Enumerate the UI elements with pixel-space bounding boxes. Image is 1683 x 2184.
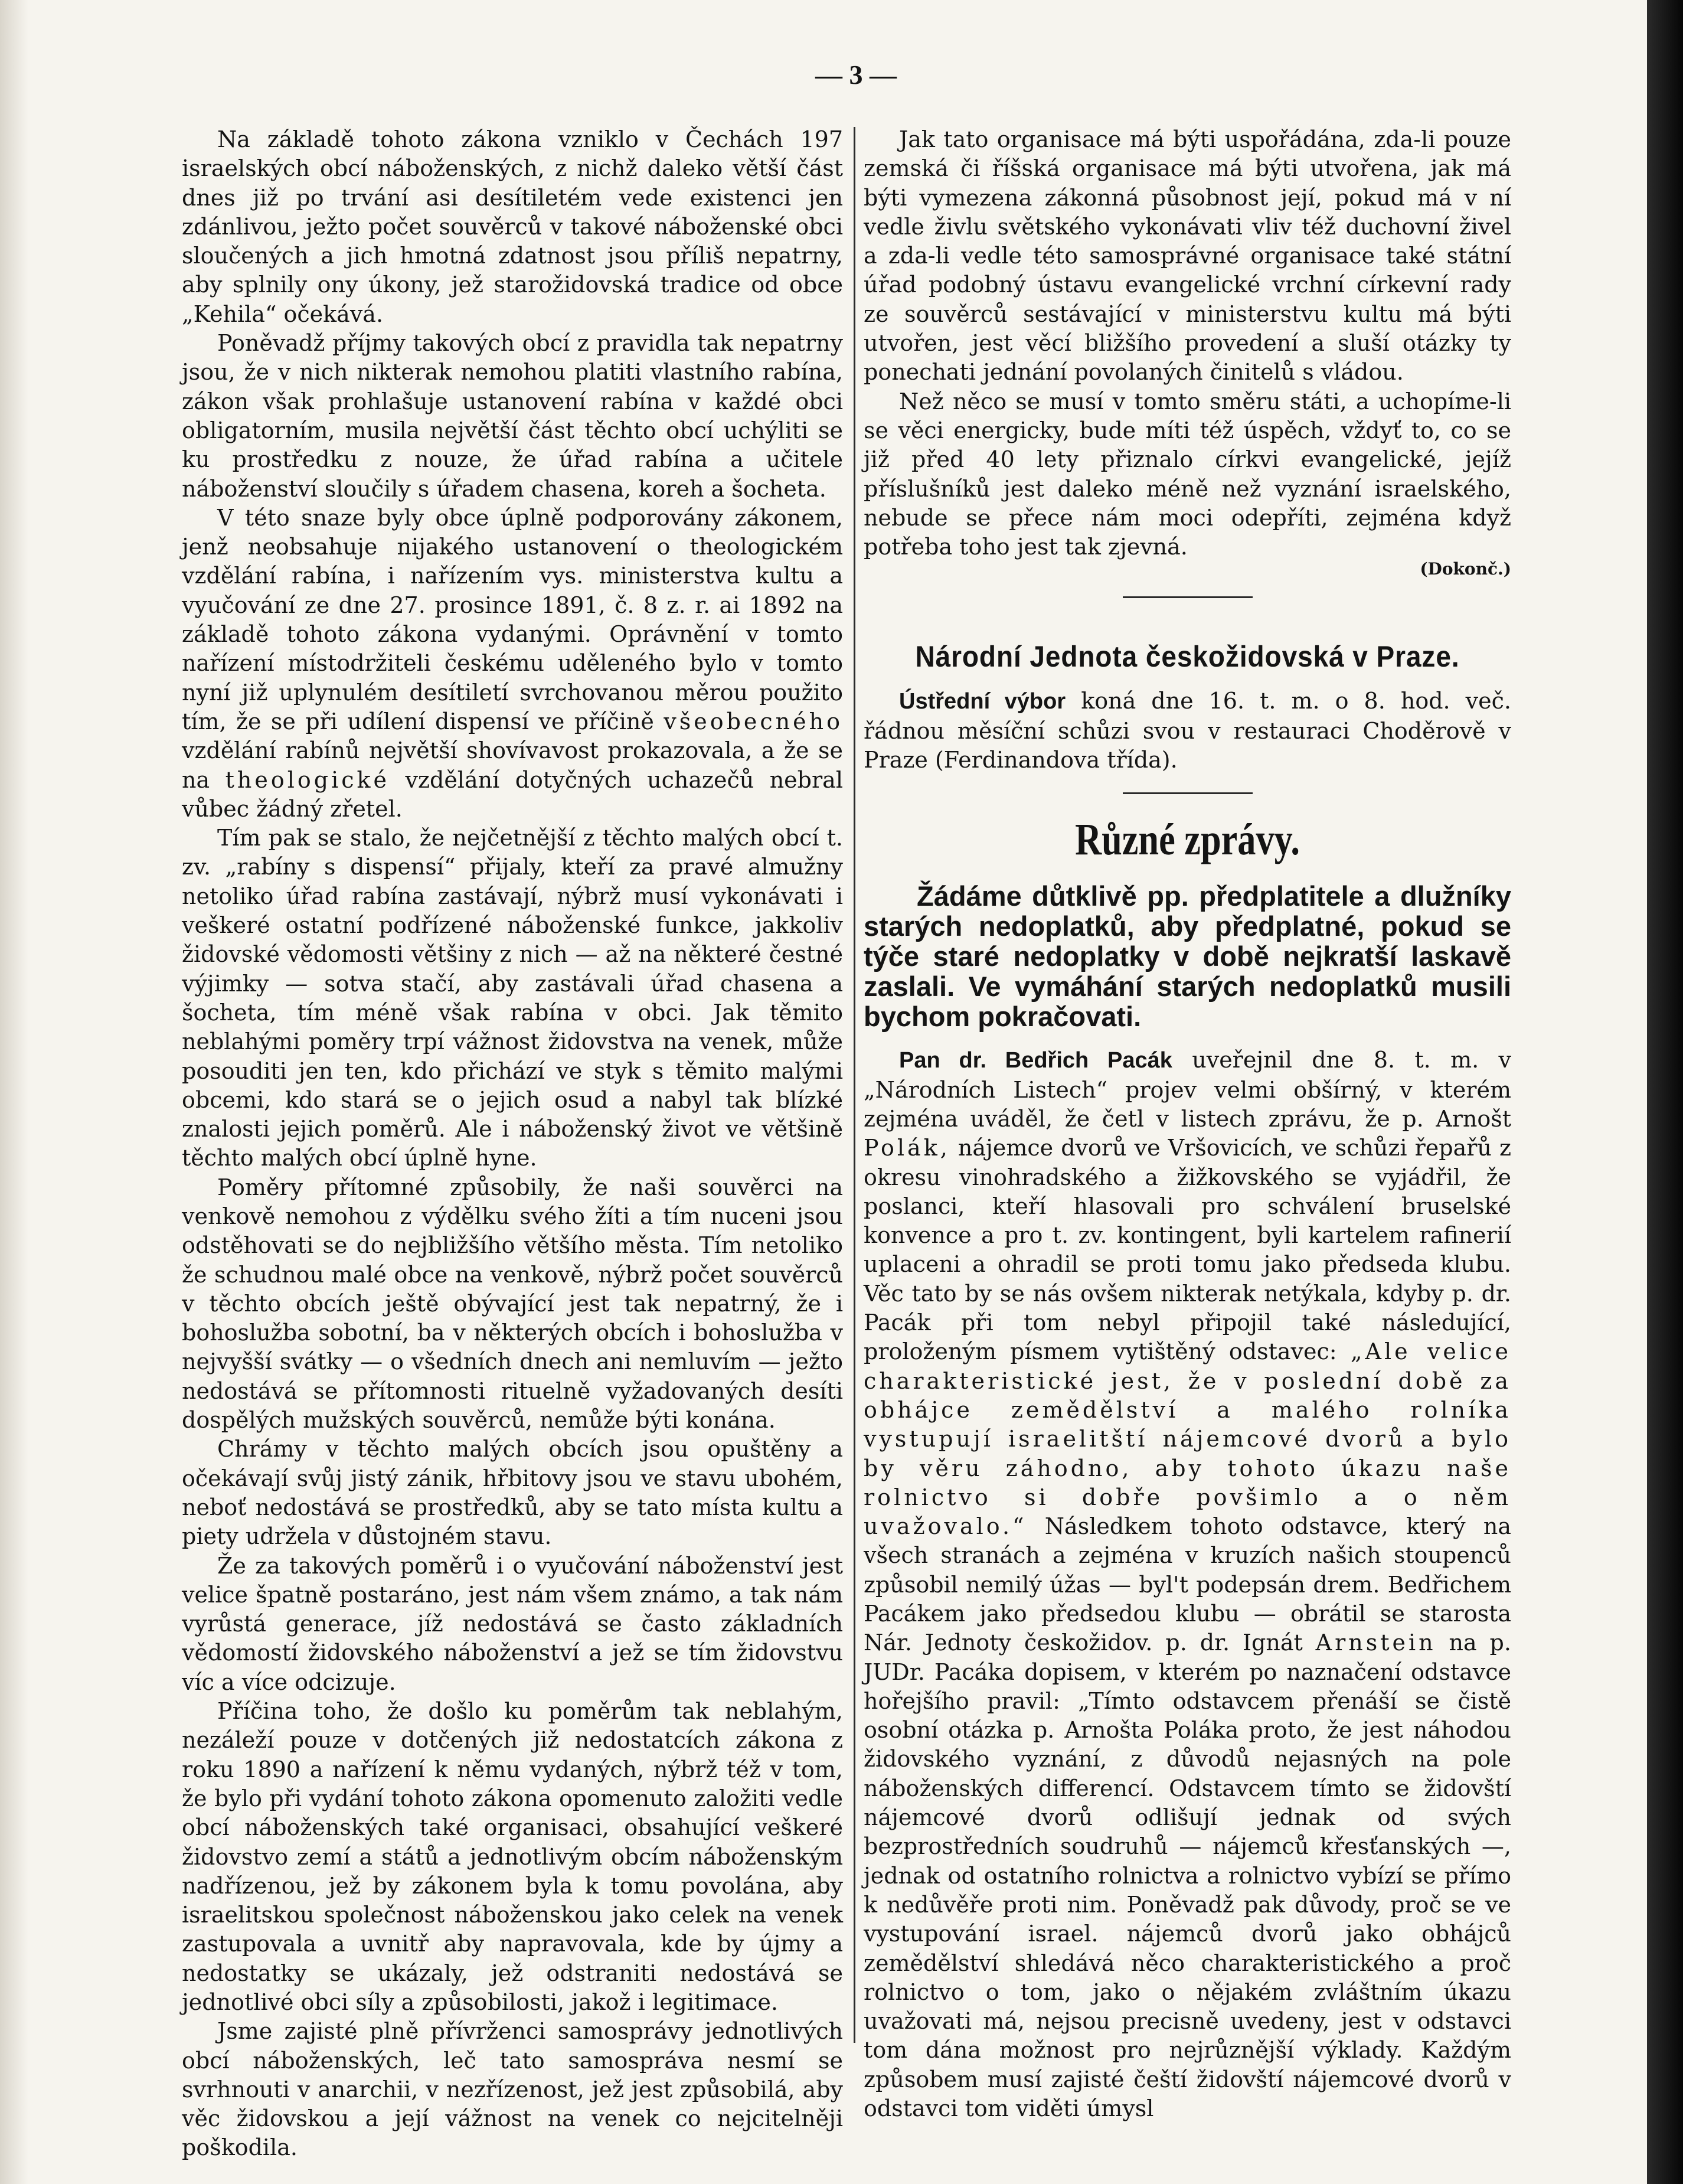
lead-in: Pan dr. Bedřich Pacák	[899, 1048, 1172, 1073]
continuation-note: (Dokonč.)	[1420, 559, 1511, 579]
subscriber-notice: Žádáme důtklivě pp. předplatitele a dlužníky starých nedoplatků, aby předplatné, pokud se týče staré nedoplatky v době nejkratší laskavě zaslali. Ve vymáhání starých nedoplatků musili bychom pokračovati.	[864, 880, 1511, 1033]
section-separator	[1123, 792, 1253, 794]
spaced-emphasis: „Ale velice charakteristické jest, že v poslední době za obhájce zemědělství a malého rolníka vystupují israelitští nájemcové dvorů a bylo by věru záhodno, aby tohoto úkazu naše rolnictvo si dobře povšimlo a o něm uvažovalo.“	[864, 1339, 1511, 1540]
paragraph: Poněvadž příjmy takových obcí z pravidla tak nepatrny jsou, že v nich nikterak nemohou platiti vlastního rabína, zákon však prohlašuje ustanovení rabína v každé obci obligatorním, musila největší část těchto obcí uchýliti se ku prostředku z nouze, že úřad rabína a učitele náboženství sloučily s úřadem chasena, koreh a šocheta.	[182, 330, 843, 502]
text-run: vzdělání dotyčných uchazečů nebral vůbec žádný zřetel.	[182, 766, 843, 822]
paragraph: Příčina toho, že došlo ku poměrům tak neblahým, nezáleží pouze v dotčených již nedostatcích zákona z roku 1890 a nařízení k němu vydaných, nýbrž též v tom, že bylo při vydání tohoto zákona opomenuto založiti vedle obcí náboženských také organisaci, obsahující veškeré židovstvo zemí a států a jednotlivým obcím náboženským nadřízenou, jež by zákonem byla k tomu povolána, aby israelitskou společnost náboženskou jako celek na venek zastupovala a uvnitř aby napravovala, kde by újmy a nedostatky se ukázaly, jež odstraniti nedostává se jednotlivé obci síly a způsobilosti, jakož i legitimace.	[182, 1698, 843, 2015]
paragraph	[182, 504, 843, 824]
spaced-emphasis: Arnstein	[1315, 1630, 1436, 1656]
spaced-emphasis: Polák,	[864, 1135, 950, 1161]
column-divider	[854, 127, 855, 2043]
left-column	[182, 125, 843, 2161]
paragraph	[864, 687, 1511, 775]
section-separator	[1123, 596, 1253, 598]
paragraph: Chrámy v těchto malých obcích jsou opuštěny a očekávají svůj jistý zánik, hřbitovy jsou ve stavu ubohém, neboť nedostává se prostředků, aby se tato místa kultu a piety udržela v důstojném stavu.	[182, 1436, 843, 1550]
text-run: na p. JUDr. Pacáka dopisem, v kterém po naznačení odstavce hořejšího pravil: „Tímto odstavcem přenáší se čistě osobní otázka p. Arnošta Poláka proto, že jest náhodou židovského vyznání, z důvodů nejasných na pole náboženských differencí. Odstavcem tímto se židovští nájemcové dvorů odlišují jednak od svých bezprostředních soudruhů — nájemců křesťanských —, jednak od ostatního rolnictva a rolnictvo vybízí se přímo k nedůvěře proti nim. Poněvadž pak důvody, proč se ve vystupování israel. nájemců dvorů jako obhájců zemědělství shledává něco charakteristického a proč rolnictvo o tom, jako o nějakém zvláštním úkazu uvažovati má, nejsou precisně uvedeny, jest v odstavci tom dána možnost pro nejrůznější výklady. Každým způsobem musí zajisté čeští židovští nájemcové dvorů v odstavci tom viděti úmysl	[864, 1630, 1511, 2122]
paragraph: Na základě tohoto zákona vzniklo v Čechách 197 israelských obcí náboženských, z nichž daleko větší část dnes již po trvání asi desítiletém vede existenci jen zdánlivou, ježto počet souvěrců v takové náboženské obci sloučených a jich hmotná zdatnost jsou příliš nepatrny, aby splnily ony úkony, jež starožidovská tradice od obce „Kehila“ očekává.	[182, 126, 843, 327]
paragraph: Jak tato organisace má býti uspořádána, zda-li pouze zemská či říšská organisace má býti utvořena, jak má býti vymezena zákonná působnost její, pokud má v ní vedle živlu světského vykonávati vliv též duchovní živel a zda-li vedle této samosprávné organisace také státní úřad podobný ústavu evangelické vrchní církevní rady ze souvěrců sestávající v ministerstvu kultu má býti utvořen, jest věcí bližšího provedení a sluší otázky ty ponechati jednání povolaných činitelů s vládou.	[864, 126, 1511, 386]
page-number: — 3 —	[815, 60, 897, 90]
spaced-emphasis: theologické	[225, 766, 390, 793]
paragraph: Tím pak se stalo, že nejčetnější z těchto malých obcí t. zv. „rabíny s dispensí“ přijaly, kteří za pravé almužny netoliko úřad rabína zastávají, nýbrž musí vykonávati i veškeré ostatní podřízené náboženské funkce, jakkoliv židovské vědomosti většiny z nich — až na některé čestné výjimky — sotva stačí, aby zastávali úřad chasena a šocheta, tím méně však rabína v obci. Jak těmito neblahými poměry trpí vážnost židovstva na venek, může posouditi jen ten, kdo přichází ve styk s těmito malými obcemi, kdo stará se o jejich osud a nabyl tak blízké znalosti jejich poměrů. Ale i náboženský život ve většině těchto malých obcí úplně hyne.	[182, 825, 843, 1171]
text-run: koná dne 16. t. m. o 8. hod. več. řádnou měsíční schůzi svou v restauraci Choděrově v Praze (Ferdinandova třída).	[864, 688, 1511, 773]
paragraph: Než něco se musí v tomto směru státi, a uchopíme-li se věci energicky, bude míti též úspěch, vždyť to, co se již před 40 lety přiznalo církvi evangelické, jejíž příslušníků jest daleko méně než vyznání israelského, nebude se přece nám moci odepříti, zejména když potřeba toho jest tak zjevná.	[864, 388, 1511, 560]
lead-in: Ústřední výbor	[899, 689, 1066, 714]
text-run: nájemce dvorů ve Vršovicích, ve schůzi řepařů z okresu vinohradského a žižkovského se vyjádřil, že poslanci, kteří hlasovali pro schválení bruselské konvence a pro t. zv. kontingent, byli kartelem rafinerií uplaceni a ohradil se proti tomu jako předseda klubu. Věc tato by se nás ovšem nikterak netýkala, kdyby p. dr. Pacák při tom nebyl připojil také následující, proloženým písmem vytištěný odstavec:	[864, 1135, 1511, 1365]
section-heading: Národní Jednota českožidovská v Praze.	[915, 640, 1460, 674]
paragraph: Že za takových poměrů i o vyučování náboženství jest velice špatně postaráno, jest nám všem známo, a tak nám vyrůstá generace, jíž nedostává se často základních vědomostí židovského náboženství a jež se tím židovstvu víc a více odcizuje.	[182, 1552, 843, 1695]
text-run: vzdělání rabínů největší shovívavost prokazovala, a že se na	[182, 737, 843, 793]
spaced-emphasis: všeobecného	[664, 708, 843, 734]
section-heading: Různé zprávy.	[1075, 815, 1300, 865]
text-run: Následkem tohoto odstavce, který na všech stranách a zejména v kruzích našich stoupenců způsobil nemilý úžas — byl't podepsán drem. Bedřichem Pacákem jako předsedou klubu — obrátil se starosta Nár. Jednoty českožidov. p. dr. Ignát	[864, 1513, 1511, 1656]
right-column	[864, 125, 1511, 2122]
text-run: V této snaze byly obce úplně podporovány zákonem, jenž neobsahuje nijakého ustanovení o theologickém vzdělání rabína, i nařízením vys. ministerstva kultu a vyučování ze dne 27. prosince 1891, č. 8 z. r. ai 1892 na základě tohoto zákona vydanými. Oprávnění v tomto nařízení místodržiteli českému uděleného bylo v tomto nyní již uplynulém desítiletí svrchovanou měrou použito tím, že se při udílení dispensí ve příčině	[182, 504, 843, 734]
paragraph: Poměry přítomné způsobily, že naši souvěrci na venkově nemohou z výdělku svého žíti a tím nuceni jsou odstěhovati se do nejbližšího většího města. Tím netoliko že schudnou malé obce na venkově, nýbrž počet souvěrců v těchto obcích ještě obývající jest tak nepatrný, že i bohoslužba sobotní, ba v některých obcích i bohoslužba v nejvyšší svátky — o všedních dnech ani nemluvím — ježto nedostává se přítomnosti rituelně vyžadovaných desíti dospělých mužských souvěrců, nemůže býti konána.	[182, 1174, 843, 1434]
paragraph	[864, 1046, 1511, 2123]
paragraph: Jsme zajisté plně přívrženci samosprávy jednotlivých obcí náboženských, leč tato samospráva nesmí se svrhnouti v anarchii, v nezřízenost, jež jest způsobilá, aby věc židovskou a její vážnost na venek co nejcitelněji poškodila.	[182, 2018, 843, 2161]
scan-edge	[1647, 0, 1683, 2184]
text-run: uveřejnil dne 8. t. m. v „Národních Listech“ projev velmi obšírný, v kterém zejména uváděl, že četl v listech zprávu, že p. Arnošt	[864, 1047, 1511, 1132]
binding-shadow	[0, 0, 28, 2184]
